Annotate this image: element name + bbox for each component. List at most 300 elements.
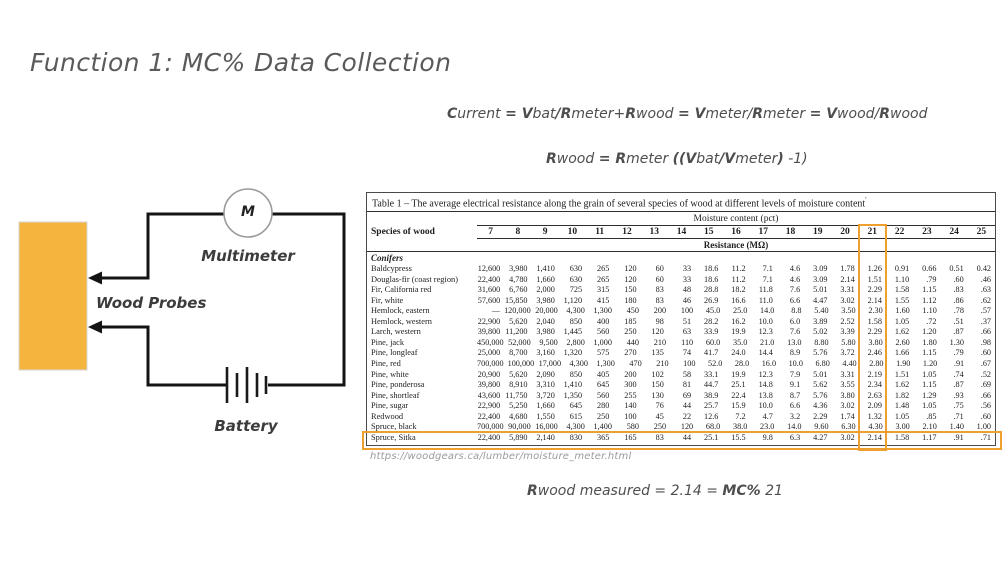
resistance-value-cell: 8.8: [791, 306, 802, 316]
multimeter-label: Multimeter: [201, 247, 295, 265]
resistance-value-cell: 270: [624, 348, 637, 358]
table-body: [367, 263, 995, 442]
resistance-value-cell: 4.7: [762, 411, 773, 421]
resistance-value-cell: 1.58: [867, 316, 882, 326]
resistance-value-cell: 2.10: [922, 422, 937, 432]
table-row: [367, 316, 995, 327]
resistance-value-cell: 25.1: [704, 432, 719, 442]
formula-segment: R: [527, 483, 538, 499]
resistance-value-cell: 3,980: [536, 295, 555, 305]
resistance-value-cell: .67: [980, 359, 991, 369]
resistance-value-cell: 3.80: [840, 390, 855, 400]
resistance-value-cell: 16.2: [731, 316, 746, 326]
resistance-value-cell: .46: [980, 274, 991, 284]
resistance-value-cell: 15,850: [505, 295, 528, 305]
species-cell: Douglas-fir (coast region): [371, 274, 458, 284]
resistance-value-cell: 630: [569, 274, 583, 284]
moisture-column-header: 9: [542, 226, 548, 237]
resistance-value-cell: 2,090: [536, 369, 555, 379]
resistance-value-cell: 4.40: [842, 359, 857, 369]
resistance-value-cell: 1,660: [536, 274, 555, 284]
resistance-value-cell: 365: [597, 432, 610, 442]
resistance-value-cell: 10.0: [788, 359, 803, 369]
resistance-value-cell: 6.3: [789, 432, 801, 442]
resistance-value-cell: 39,800: [477, 327, 501, 337]
resistance-value-cell: 60: [655, 264, 664, 274]
resistance-value-cell: 2,800: [566, 337, 585, 347]
resistance-value-cell: 1,410: [536, 264, 555, 274]
moisture-column-header: 17: [758, 226, 768, 237]
formula-segment: urrent: [457, 106, 506, 122]
formula-segment: V: [694, 106, 706, 122]
resistance-value-cell: 400: [597, 316, 610, 326]
resistance-value-cell: 1,445: [563, 327, 583, 337]
species-cell: Baldcypress: [371, 264, 412, 274]
formula-segment: R: [546, 151, 557, 167]
resistance-value-cell: 9.60: [814, 422, 829, 432]
resistance-value-cell: 38.9: [704, 390, 719, 400]
resistance-value-cell: 9.1: [789, 380, 801, 390]
resistance-value-cell: .60: [953, 274, 964, 284]
resistance-value-cell: 22,400: [477, 432, 501, 442]
table-row: [367, 284, 995, 295]
resistance-value-cell: 645: [569, 401, 583, 411]
resistance-value-cell: 5.01: [813, 285, 828, 295]
formula-segment: =: [598, 151, 616, 167]
resistance-value-cell: 38.0: [732, 422, 748, 432]
resistance-value-cell: 19.9: [731, 369, 746, 379]
resistance-value-cell: 1.66: [894, 348, 910, 358]
formula-segment: =: [505, 106, 522, 122]
resistance-value-cell: 450: [626, 306, 639, 316]
species-cell: Redwood: [371, 411, 404, 421]
resistance-value-cell: 4.6: [789, 264, 801, 274]
table-column-header-row: [367, 226, 995, 238]
resistance-value-cell: 3.02: [840, 295, 855, 305]
resistance-value-cell: 1.05: [922, 401, 937, 411]
resistance-value-cell: 5.76: [813, 348, 828, 358]
table-row: [367, 348, 995, 359]
resistance-value-cell: 3.31: [840, 369, 855, 379]
resistance-value-cell: 1.10: [922, 306, 937, 316]
table-row: [367, 390, 995, 401]
formula-segment: =: [677, 106, 695, 122]
resistance-value-cell: 5.76: [813, 390, 828, 400]
resistance-value-cell: 76: [655, 401, 664, 411]
resistance-value-cell: 3,980: [509, 264, 528, 274]
resistance-value-cell: 81: [682, 380, 692, 390]
resistance-value-cell: 440: [626, 337, 639, 347]
moisture-column-header: 12: [622, 226, 632, 237]
moisture-column-header: 24: [949, 226, 959, 237]
resistance-value-cell: .69: [980, 380, 991, 390]
resistance-value-cell: 6.30: [841, 422, 856, 432]
resistance-value-cell: 20,900: [477, 369, 501, 379]
resistance-value-cell: 1.29: [922, 390, 937, 400]
resistance-value-cell: 2.19: [867, 369, 882, 379]
moisture-column-header: 11: [595, 226, 605, 237]
resistance-value-cell: 1.15: [922, 380, 937, 390]
resistance-value-cell: 6.80: [815, 359, 830, 369]
battery-label: Battery: [214, 417, 278, 435]
resistance-value-cell: 102: [651, 369, 664, 379]
moisture-column-header: 21: [867, 226, 878, 237]
resistance-value-cell: 83: [655, 285, 664, 295]
resistance-value-cell: 7.6: [789, 327, 801, 337]
formula-segment: /: [555, 106, 561, 122]
table-row: [367, 274, 995, 285]
resistance-value-cell: 22,400: [477, 411, 501, 421]
table-row: [367, 422, 995, 433]
species-cell: Hemlock, western: [371, 316, 432, 326]
resistance-value-cell: .60: [980, 411, 991, 421]
resistance-value-cell: 39,800: [477, 380, 501, 390]
resistance-value-cell: 25.1: [731, 380, 746, 390]
table-row: [367, 327, 995, 338]
formula-segment: wood measured = 2.14 =: [537, 483, 723, 499]
resistance-value-cell: 11.2: [731, 264, 746, 274]
species-cell: Pine, white: [371, 369, 409, 379]
resistance-value-cell: 120: [624, 274, 637, 284]
resistance-value-cell: 22,900: [477, 316, 501, 326]
resistance-value-cell: 8,910: [509, 380, 528, 390]
resistance-value-cell: 2.29: [867, 285, 882, 295]
resistance-value-cell: 1.15: [922, 285, 937, 295]
resistance-value-cell: 300: [624, 380, 637, 390]
resistance-value-cell: 45: [655, 411, 664, 421]
resistance-value-cell: 58: [682, 369, 692, 379]
resistance-value-cell: 98: [655, 316, 664, 326]
resistance-value-cell: 180: [624, 295, 637, 305]
moisture-column-header: 23: [922, 226, 932, 237]
formula-segment: +: [613, 106, 626, 122]
formula-segment: meter: [735, 151, 778, 167]
resistance-value-cell: 1,550: [536, 411, 555, 421]
resistance-value-cell: 3.02: [840, 401, 855, 411]
resistance-value-cell: 12.3: [758, 369, 773, 379]
resistance-value-cell: 1.10: [894, 274, 910, 284]
resistance-value-cell: .66: [980, 327, 991, 337]
resistance-value-cell: 700,000: [477, 422, 504, 432]
resistance-value-cell: 2.34: [867, 380, 882, 390]
resistance-value-cell: 2,040: [536, 316, 555, 326]
resistance-value-cell: 1,660: [536, 401, 555, 411]
resistance-value-cell: 250: [653, 422, 667, 432]
formula-segment: R: [879, 106, 891, 122]
resistance-value-cell: 11,200: [505, 327, 528, 337]
resistance-value-cell: 4.6: [789, 274, 801, 284]
formula-segment: wood/: [837, 106, 880, 122]
resistance-value-cell: 8,700: [509, 348, 528, 358]
resistance-value-cell: 140: [624, 401, 637, 411]
table-row: [367, 369, 995, 380]
resistance-value-cell: 1.78: [840, 264, 855, 274]
resistance-value-cell: 52.0: [707, 359, 723, 369]
table-caption: [367, 193, 995, 211]
resistance-value-cell: 10.0: [758, 316, 773, 326]
resistance-value-cell: 7.9: [789, 369, 801, 379]
resistance-value-cell: 33: [682, 274, 692, 284]
resistance-value-cell: 630: [569, 264, 583, 274]
resistance-value-cell: .60: [980, 348, 991, 358]
resistance-value-cell: 9,500: [539, 337, 558, 347]
formula-segment: V: [724, 151, 736, 167]
species-cell: Pine, sugar: [371, 401, 409, 411]
resistance-value-cell: 1.82: [894, 390, 910, 400]
resistance-value-cell: 1.48: [894, 401, 910, 411]
resistance-value-cell: 11.0: [758, 295, 773, 305]
resistance-value-cell: 41.7: [704, 348, 719, 358]
table-row: [367, 263, 995, 274]
resistance-value-cell: 18.2: [731, 285, 746, 295]
moisture-column-header: 25: [976, 226, 987, 237]
resistance-value-cell: 2.52: [840, 316, 855, 326]
resistance-value-cell: 1.62: [894, 327, 910, 337]
species-cell: Fir, California red: [371, 285, 432, 295]
battery-icon: [227, 367, 266, 403]
resistance-value-cell: 13.0: [787, 337, 802, 347]
moisture-column-header: 8: [515, 226, 521, 237]
table-row: [367, 411, 995, 422]
resistance-value-cell: 645: [597, 380, 610, 390]
resistance-value-cell: 850: [569, 369, 583, 379]
resistance-value-cell: 26.9: [704, 295, 719, 305]
resistance-value-cell: 15.5: [731, 432, 746, 442]
resistance-value-cell: .79: [926, 274, 937, 284]
resistance-value-cell: 14.0: [760, 306, 775, 316]
formula-rwood: [546, 151, 808, 167]
resistance-value-cell: 3.02: [840, 432, 855, 442]
resistance-value-cell: 2.29: [867, 327, 882, 337]
resistance-value-cell: 5,250: [509, 401, 528, 411]
resistance-value-cell: 1.55: [894, 295, 910, 305]
resistance-value-cell: 44: [682, 432, 692, 442]
page-title: Function 1: MC% Data Collection: [30, 48, 452, 77]
resistance-value-cell: 1.00: [976, 422, 991, 432]
resistance-value-cell: 3.50: [841, 306, 856, 316]
resistance-value-cell: 21.0: [760, 337, 775, 347]
resistance-value-cell: 4.30: [868, 422, 883, 432]
table-row: [367, 306, 995, 317]
resistance-value-cell: 8.9: [789, 348, 801, 358]
formula-segment: V: [521, 106, 533, 122]
resistance-value-cell: .83: [953, 285, 964, 295]
resistance-value-cell: .63: [980, 285, 991, 295]
resistance-value-cell: 44: [682, 401, 692, 411]
resistance-value-cell: 2.63: [867, 390, 882, 400]
resistance-value-cell: 130: [651, 390, 664, 400]
resistance-value-cell: 28.8: [704, 285, 719, 295]
resistance-value-cell: 6,760: [509, 285, 528, 295]
species-cell: Hemlock, eastern: [371, 306, 430, 316]
resistance-value-cell: 2.30: [868, 306, 883, 316]
resistance-unit-header: Resistance (MΩ): [703, 240, 769, 251]
resistance-value-cell: 265: [597, 274, 610, 284]
wood-probes-label: Wood Probes: [96, 294, 207, 312]
moisture-column-header: 7: [488, 226, 493, 237]
resistance-value-cell: 0.42: [976, 264, 991, 274]
resistance-value-cell: 185: [624, 316, 637, 326]
formula-segment: wood: [556, 151, 599, 167]
formula-segment: bat: [532, 106, 556, 122]
multimeter-symbol: M: [241, 204, 255, 220]
table-section-label: Conifers: [371, 253, 404, 264]
resistance-value-cell: 5.80: [841, 337, 856, 347]
resistance-value-cell: 210: [653, 337, 667, 347]
table-row: [367, 295, 995, 306]
table-rule: [367, 251, 995, 252]
resistance-value-cell: 3.39: [840, 327, 855, 337]
resistance-value-cell: 13.8: [758, 390, 773, 400]
resistance-value-cell: 1.20: [922, 359, 938, 369]
resistance-value-cell: 8.80: [814, 337, 829, 347]
resistance-value-cell: 22: [682, 411, 692, 421]
resistance-value-cell: 16.0: [761, 359, 777, 369]
resistance-value-cell: .75: [953, 401, 964, 411]
resistance-value-cell: .78: [953, 306, 964, 316]
moisture-column-header: 13: [649, 226, 659, 237]
wood-sample: [19, 222, 87, 370]
resistance-value-cell: 45.0: [705, 306, 721, 316]
resistance-value-cell: 7.6: [789, 285, 801, 295]
resistance-value-cell: 44.7: [704, 380, 719, 390]
resistance-value-cell: .91: [953, 359, 965, 369]
resistance-value-cell: 5.62: [813, 380, 828, 390]
circuit-svg: [0, 185, 360, 450]
resistance-value-cell: .72: [926, 316, 937, 326]
resistance-value-cell: 3,310: [536, 380, 555, 390]
resistance-value-cell: 575: [597, 348, 610, 358]
resistance-value-cell: 725: [569, 285, 583, 295]
resistance-value-cell: —: [491, 306, 501, 316]
resistance-value-cell: 1,300: [596, 359, 615, 369]
resistance-value-cell: 1,320: [563, 348, 583, 358]
resistance-value-cell: 60: [655, 274, 664, 284]
resistance-value-cell: 6.0: [789, 316, 801, 326]
formula-segment: MC%: [722, 483, 761, 499]
resistance-value-cell: 3.80: [868, 337, 883, 347]
resistance-value-cell: .85: [926, 411, 937, 421]
resistance-value-cell: 250: [597, 411, 610, 421]
resistance-value-cell: 2.60: [895, 337, 910, 347]
resistance-value-cell: 1.26: [867, 264, 882, 274]
resistance-value-cell: 1.90: [896, 359, 911, 369]
resistance-value-cell: 14.8: [758, 380, 773, 390]
resistance-value-cell: 1.32: [867, 411, 882, 421]
species-cell: Pine, ponderosa: [371, 380, 425, 390]
resistance-value-cell: 8.7: [789, 390, 801, 400]
resistance-value-cell: 5.02: [813, 327, 828, 337]
resistance-value-cell: 100: [680, 306, 694, 316]
resistance-value-cell: 1.58: [894, 432, 910, 442]
species-cell: Pine, longleaf: [371, 348, 418, 358]
resistance-value-cell: .52: [980, 369, 991, 379]
resistance-value-cell: 14.4: [758, 348, 773, 358]
resistance-value-cell: 2.09: [867, 401, 882, 411]
resistance-value-cell: 22,900: [477, 401, 501, 411]
resistance-value-cell: 33: [682, 264, 692, 274]
resistance-value-cell: 1.15: [922, 348, 937, 358]
resistance-table: [366, 192, 996, 446]
resistance-value-cell: 315: [597, 285, 610, 295]
resistance-value-cell: 700,000: [477, 359, 504, 369]
moisture-column-header: 15: [703, 226, 714, 237]
moisture-column-header: 16: [731, 226, 741, 237]
circuit-diagram: [0, 185, 360, 450]
resistance-value-cell: 7.1: [762, 274, 773, 284]
table-group-header-row: [367, 212, 995, 225]
resistance-value-cell: 28.0: [734, 359, 750, 369]
resistance-value-cell: 100,000: [507, 359, 535, 369]
resistance-value-cell: 33.1: [704, 369, 719, 379]
resistance-value-cell: 1,000: [593, 337, 612, 347]
resistance-value-cell: 12,600: [477, 264, 501, 274]
resistance-value-cell: 1.62: [894, 380, 910, 390]
resistance-value-cell: 7.1: [762, 264, 773, 274]
table-row: [367, 337, 995, 348]
resistance-value-cell: 1,350: [563, 390, 583, 400]
formula-segment: R: [625, 106, 637, 122]
resistance-value-cell: .91: [953, 432, 964, 442]
moisture-column-header: 18: [785, 226, 796, 237]
resistance-value-cell: 150: [624, 285, 637, 295]
formula-segment: R: [615, 151, 627, 167]
resistance-value-cell: 11.8: [758, 285, 773, 295]
resistance-value-cell: 4,300: [566, 306, 585, 316]
formula-segment: ): [777, 151, 784, 167]
resistance-value-cell: 4,300: [566, 422, 585, 432]
resistance-value-cell: 14.0: [787, 422, 802, 432]
resistance-value-cell: 33.9: [704, 327, 719, 337]
resistance-value-cell: 57,600: [477, 295, 501, 305]
resistance-value-cell: 3.09: [813, 274, 828, 284]
resistance-value-cell: 1.60: [895, 306, 910, 316]
resistance-value-cell: 280: [597, 401, 610, 411]
resistance-value-cell: 31,600: [477, 285, 501, 295]
resistance-value-cell: 16.6: [731, 295, 746, 305]
resistance-value-cell: 3.09: [813, 264, 828, 274]
resistance-value-cell: 120: [624, 264, 637, 274]
resistance-value-cell: 1,120: [563, 295, 583, 305]
resistance-value-cell: 69: [682, 390, 692, 400]
resistance-value-cell: 415: [597, 295, 610, 305]
resistance-value-cell: 2.80: [869, 359, 884, 369]
resistance-value-cell: 23.0: [760, 422, 775, 432]
resistance-value-cell: 165: [624, 432, 637, 442]
resistance-value-cell: 22.4: [731, 390, 746, 400]
resistance-value-cell: 110: [681, 337, 694, 347]
resistance-value-cell: .71: [953, 411, 964, 421]
resistance-value-cell: 6.6: [789, 401, 801, 411]
resistance-value-cell: 48: [682, 285, 692, 295]
moisture-column-header: 10: [567, 226, 578, 237]
species-cell: Larch, western: [371, 327, 421, 337]
resistance-value-cell: 2.14: [867, 295, 882, 305]
resistance-value-cell: 2.14: [867, 432, 882, 442]
table-row: [367, 379, 995, 390]
resistance-value-cell: 1,400: [593, 422, 612, 432]
resistance-value-cell: 4.36: [813, 401, 828, 411]
probe-arrow-icon: [88, 321, 102, 334]
resistance-value-cell: 200: [624, 369, 637, 379]
resistance-value-cell: 120: [680, 422, 694, 432]
resistance-value-cell: 255: [624, 390, 637, 400]
resistance-value-cell: 0.51: [949, 264, 964, 274]
resistance-value-cell: .98: [980, 337, 991, 347]
resistance-value-cell: 830: [569, 432, 583, 442]
moisture-column-header: 19: [813, 226, 823, 237]
resistance-value-cell: 1.05: [922, 369, 937, 379]
